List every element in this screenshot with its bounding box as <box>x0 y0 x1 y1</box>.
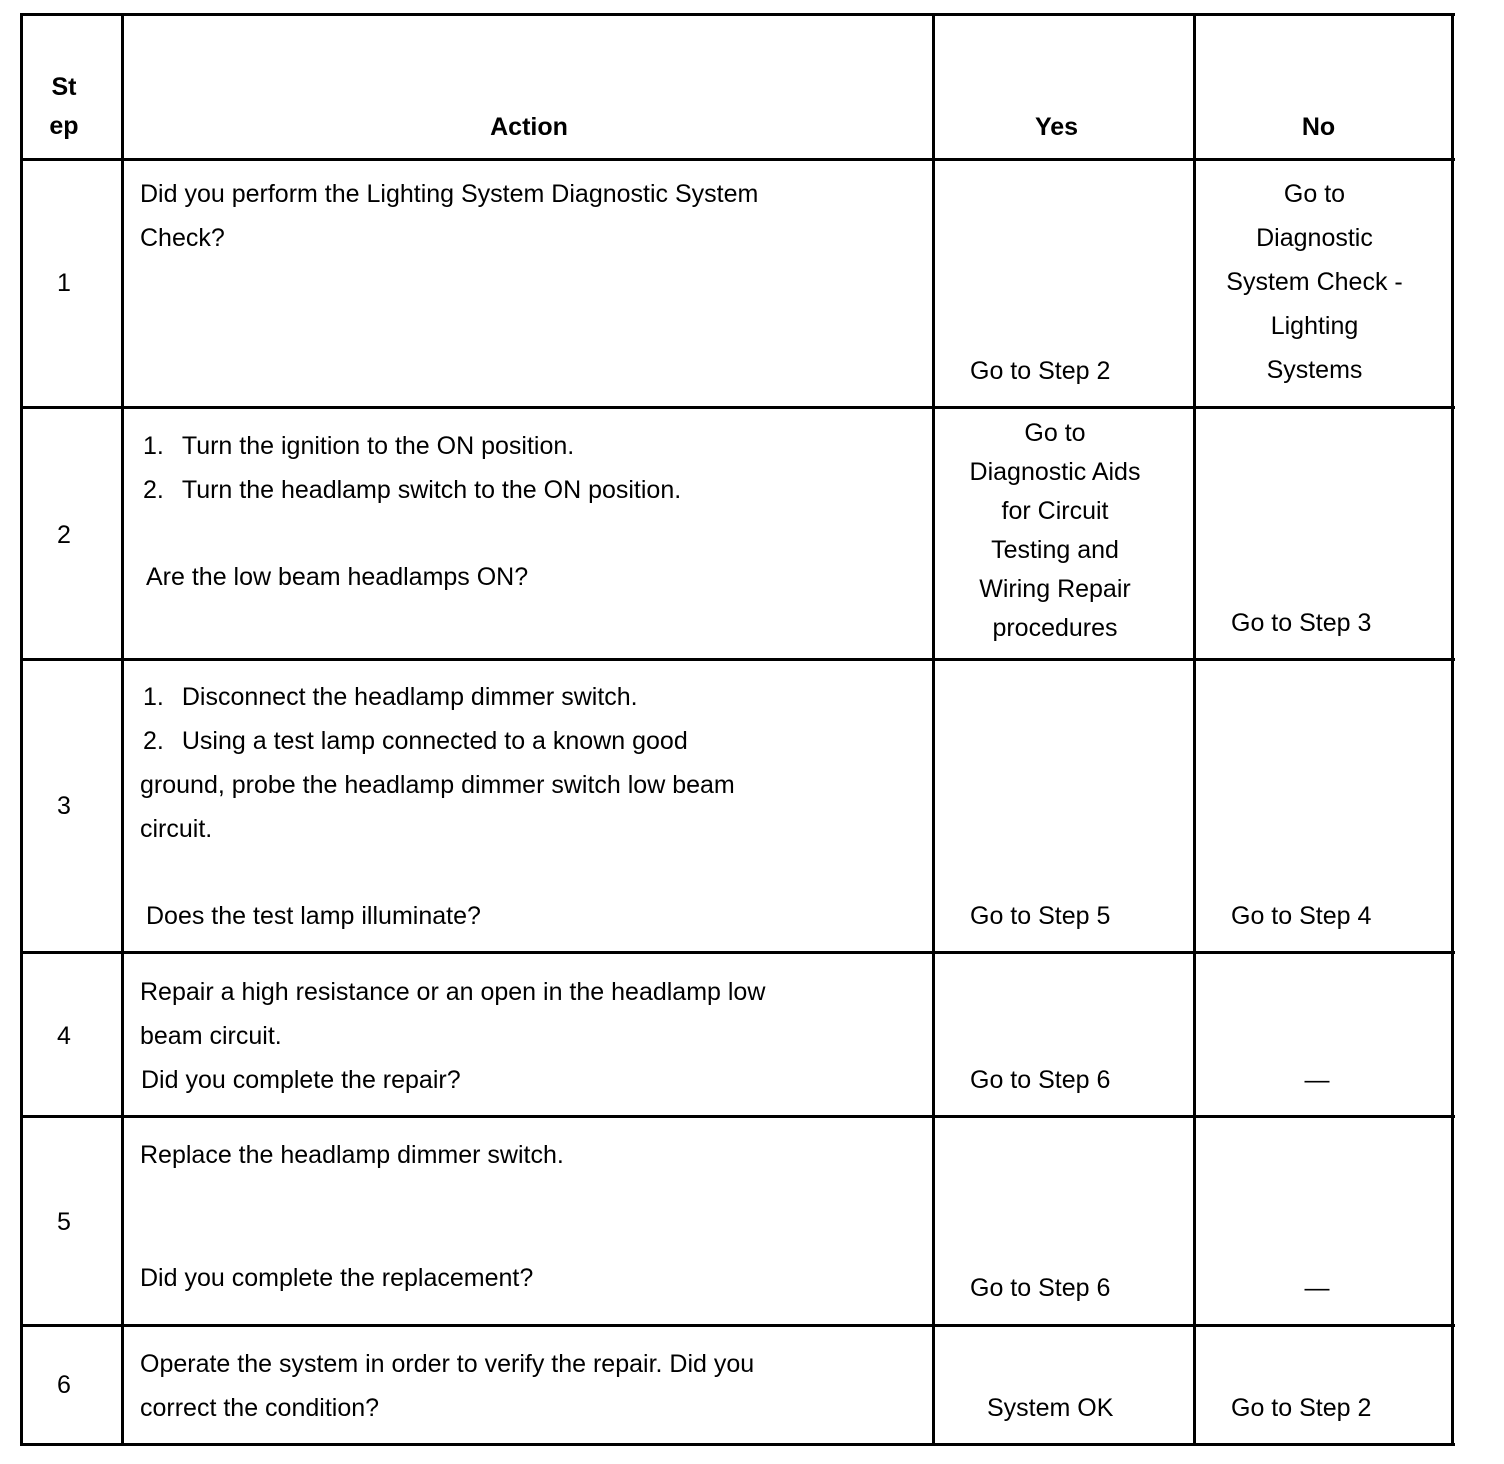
step-number: 1 <box>57 269 71 297</box>
action-question: Did you complete the repair? <box>141 1066 461 1094</box>
step-number: 4 <box>57 1022 71 1050</box>
list-item: 2. Using a test lamp connected to a known good <box>143 727 688 755</box>
yes-result: Go to Diagnostic Aids for Circuit Testing and Wiring Repair procedures <box>969 419 1141 642</box>
step-number: 3 <box>57 792 71 820</box>
header-divider <box>20 158 1455 161</box>
header-no: No <box>1301 113 1336 141</box>
table-border-top <box>20 13 1455 16</box>
row-divider-4 <box>20 1115 1455 1118</box>
header-yes: Yes <box>1034 113 1079 141</box>
header-step: St ep <box>49 73 79 140</box>
column-divider-action <box>932 13 935 1446</box>
no-result: — <box>1304 1274 1330 1302</box>
yes-result: Go to Step 6 <box>970 1066 1111 1094</box>
yes-result: Go to Step 2 <box>970 357 1111 385</box>
list-item: 1. Disconnect the headlamp dimmer switch. <box>143 683 638 711</box>
action-text: Repair a high resistance or an open in the headlamp low beam circuit. <box>140 978 766 1050</box>
table-border-right <box>1451 13 1454 1446</box>
action-text: Operate the system in order to verify the repair. Did you correct the condition? <box>140 1350 755 1422</box>
table-border-left <box>20 13 23 1446</box>
row-divider-5 <box>20 1324 1455 1327</box>
action-text: ground, probe the headlamp dimmer switch low beam circuit. <box>140 771 735 843</box>
row-divider-1 <box>20 406 1455 409</box>
step-number: 2 <box>57 521 71 549</box>
step-number: 6 <box>57 1371 71 1399</box>
table-border-bottom <box>20 1443 1455 1446</box>
yes-result: Go to Step 5 <box>970 902 1111 930</box>
yes-result: System OK <box>987 1394 1114 1422</box>
action-question: Did you complete the replacement? <box>140 1264 534 1292</box>
step-number: 5 <box>57 1208 71 1236</box>
action-question: Does the test lamp illuminate? <box>146 902 481 930</box>
action-text: Did you perform the Lighting System Diagnostic System Check? <box>140 180 759 252</box>
header-action: Action <box>490 113 568 141</box>
action-question: Are the low beam headlamps ON? <box>146 563 529 591</box>
no-result: Go to Step 2 <box>1231 1394 1372 1422</box>
list-item: 1. Turn the ignition to the ON position. <box>143 432 575 460</box>
row-divider-2 <box>20 658 1455 661</box>
column-divider-step <box>121 13 124 1446</box>
action-text: Replace the headlamp dimmer switch. <box>140 1141 564 1169</box>
no-result: Go to Step 3 <box>1231 609 1372 637</box>
row-divider-3 <box>20 951 1455 954</box>
no-result: Go to Diagnostic System Check - Lighting Systems <box>1226 180 1403 384</box>
no-result: — <box>1304 1066 1330 1094</box>
no-result: Go to Step 4 <box>1231 902 1372 930</box>
list-item: 2. Turn the headlamp switch to the ON position. <box>143 476 682 504</box>
yes-result: Go to Step 6 <box>970 1274 1111 1302</box>
